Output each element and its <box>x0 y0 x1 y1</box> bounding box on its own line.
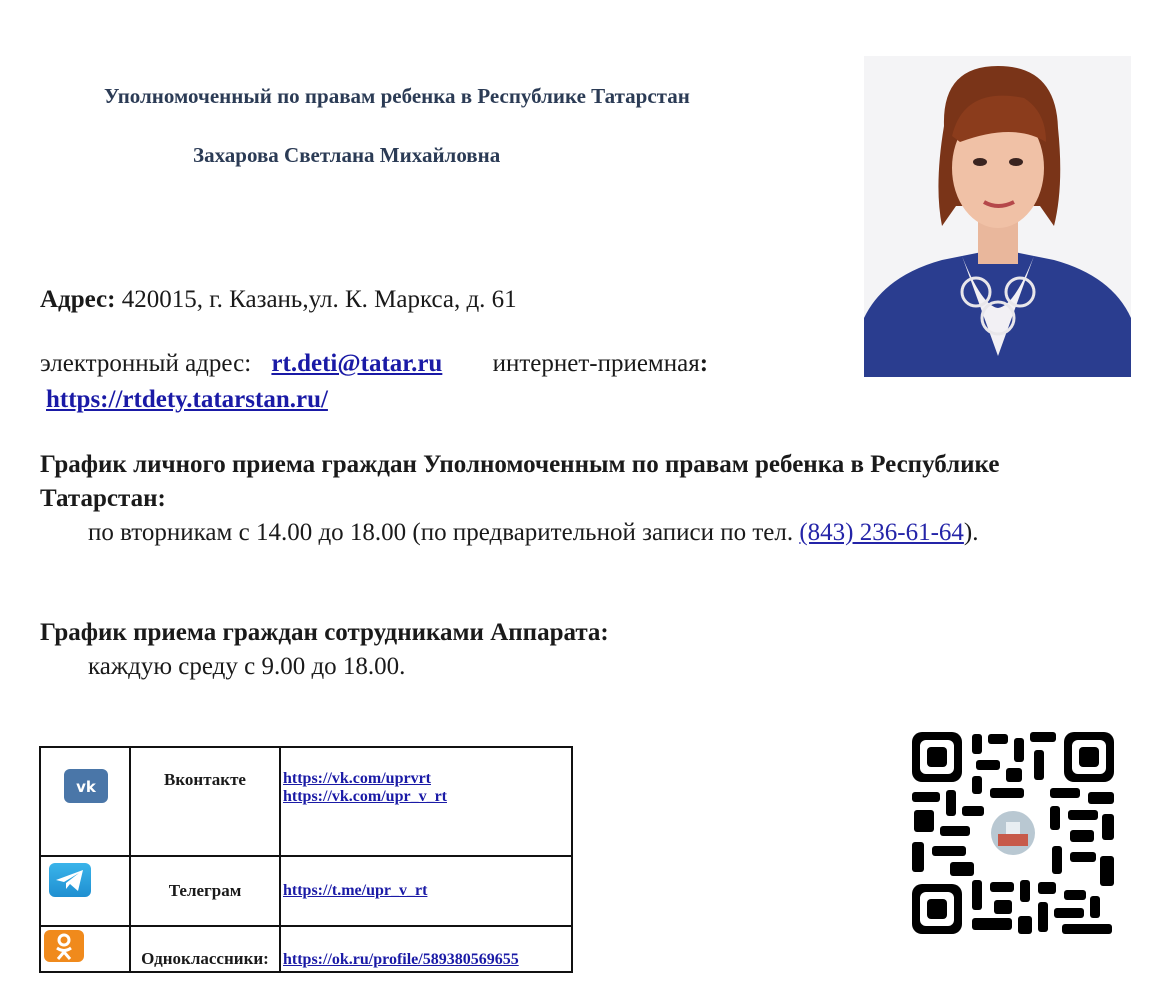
telegram-icon-cell <box>40 856 130 926</box>
schedule1-text-after: ). <box>963 519 979 546</box>
table-row <box>40 926 572 972</box>
vk-logo-icon <box>41 748 129 833</box>
website-row <box>46 386 328 414</box>
ombudsman-portrait <box>864 56 1131 377</box>
email-label: электронный адрес: <box>40 350 252 377</box>
ombudsman-name: Захарова Светлана Михайловна <box>193 143 501 167</box>
ok-link[interactable]: https://ok.ru/profile/589380569655 <box>283 951 519 968</box>
table-row <box>40 856 572 926</box>
telegram-name: Телеграм <box>130 856 280 926</box>
vk-name: Вконтакте <box>130 747 280 856</box>
phone-link[interactable]: (843) 236-61-64 <box>799 519 964 546</box>
email-link[interactable]: rt.deti@tatar.ru <box>271 350 443 377</box>
table-row <box>40 747 572 856</box>
staff-reception-schedule <box>40 616 1120 684</box>
ok-name: Одноклассники: <box>130 926 280 972</box>
vk-icon-cell <box>40 747 130 856</box>
website-link[interactable]: https://rtdety.tatarstan.ru/ <box>46 386 328 413</box>
header-title: Уполномоченный по правам ребенка в Республике Татарстан <box>104 84 690 108</box>
social-links-table <box>39 746 573 973</box>
odnoklassniki-logo-icon <box>41 928 129 970</box>
svg-text:vk: vk <box>76 778 96 796</box>
address-label: Адрес: <box>40 286 116 313</box>
telegram-link[interactable]: https://t.me/upr_v_rt <box>283 882 428 899</box>
schedule1-text-before: по вторникам с 14.00 до 18.00 (по предварительной записи по тел. <box>88 519 800 546</box>
schedule1-heading: График личного приема граждан Уполномоченным по правам ребенка в Республике Татарстан: <box>40 451 1000 512</box>
ok-link-cell <box>280 926 572 972</box>
reception-label: интернет-приемная <box>492 350 700 377</box>
reception-colon: : <box>699 350 709 377</box>
vk-link-1[interactable]: https://vk.com/uprvrt <box>283 770 431 787</box>
qr-code[interactable] <box>910 730 1116 936</box>
telegram-logo-icon <box>41 857 129 925</box>
schedule2-heading: График приема граждан сотрудниками Аппарата: <box>40 619 609 646</box>
vk-links-cell <box>280 747 572 856</box>
email-row <box>40 350 708 378</box>
personal-reception-schedule <box>40 448 1120 550</box>
telegram-link-cell <box>280 856 572 926</box>
address-line <box>40 286 517 314</box>
schedule2-text: каждую среду с 9.00 до 18.00. <box>88 653 406 680</box>
vk-link-2[interactable]: https://vk.com/upr_v_rt <box>283 788 447 805</box>
address-value: 420015, г. Казань,ул. К. Маркса, д. 61 <box>115 286 517 313</box>
schedule1-text <box>40 516 1120 550</box>
ok-icon-cell <box>40 926 130 972</box>
